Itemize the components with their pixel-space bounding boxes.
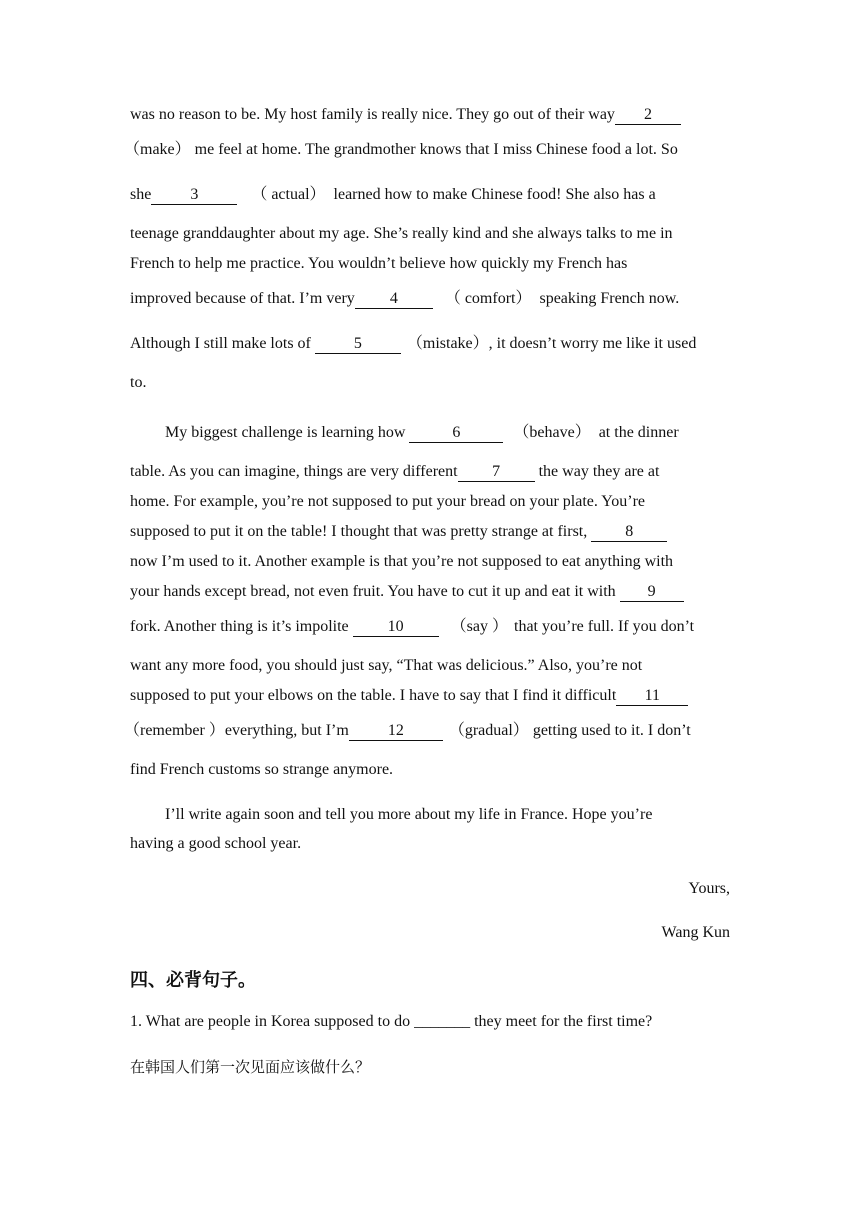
passage-line: [130, 373, 146, 393]
word-hint: （remember ）: [124, 722, 225, 739]
text: French to help me practice. You wouldn’t believe how quickly my French has: [130, 255, 628, 272]
text: getting used to it. I don’t: [528, 722, 691, 739]
text: your hands except bread, not even fruit. You have to cut it up and eat it with: [130, 583, 620, 600]
text: that you’re full. If you don’t: [514, 618, 695, 635]
letter-closing: Yours,: [688, 880, 730, 897]
passage-line: [130, 254, 627, 274]
passage-line: [130, 334, 696, 354]
text: 1. What are people in Korea supposed to do: [130, 1013, 415, 1030]
text: they meet for the first time?: [470, 1013, 653, 1030]
passage-line: [165, 423, 679, 443]
text: supposed to put it on the table! I thought that was pretty strange at first,: [130, 523, 592, 540]
blank-10: 10: [353, 618, 439, 637]
letter-signature: Wang Kun: [661, 924, 730, 941]
blank: _______: [414, 1013, 471, 1030]
word-hint: （make）: [124, 141, 191, 158]
text: now I’m used to it. Another example is that you’re not supposed to eat anything with: [130, 553, 674, 570]
passage-line: [130, 656, 642, 676]
blank-5: 5: [315, 335, 401, 354]
passage-line: [130, 582, 684, 602]
passage-line: [130, 224, 673, 244]
text: home. For example, you’re not supposed to put your bread on your plate. You’re: [130, 493, 646, 510]
word-hint: （gradual）: [448, 722, 529, 739]
text: she: [130, 186, 152, 203]
blank-7: 7: [458, 463, 535, 482]
passage-line: [130, 834, 301, 854]
blank-6: 6: [409, 424, 503, 443]
passage-line: [130, 617, 694, 637]
text: improved because of that. I’m very: [130, 290, 355, 307]
passage-line: [130, 760, 393, 780]
word-hint: （ actual）: [251, 186, 326, 203]
word-hint: （mistake）: [406, 335, 489, 352]
blank-2: 2: [615, 106, 681, 125]
passage-line: [165, 805, 652, 825]
passage-line: [130, 185, 656, 205]
passage-line: [130, 552, 673, 572]
text: me feel at home. The grandmother knows that I miss Chinese food a lot. So: [190, 141, 678, 158]
word-hint: （behave）: [513, 424, 591, 441]
passage-line: [130, 686, 688, 706]
text: My biggest challenge is learning how: [165, 424, 410, 441]
passage-line: [124, 721, 691, 741]
text: fork. Another thing is it’s impolite: [130, 618, 353, 635]
text: having a good school year.: [130, 835, 302, 852]
text: I’ll write again soon and tell you more about my life in France. Hope you’re: [165, 806, 653, 823]
passage-line: [130, 105, 681, 125]
sentence-translation: 在韩国人们第一次见面应该做什么？: [130, 1058, 371, 1076]
text: at the dinner: [594, 424, 679, 441]
text: everything, but I’m: [224, 722, 349, 739]
text: table. As you can imagine, things are very different: [130, 463, 458, 480]
passage-line: [130, 492, 645, 512]
word-hint: （say ）: [450, 618, 508, 635]
blank-4: 4: [355, 290, 433, 309]
passage-line: [124, 140, 678, 160]
blank-3: 3: [151, 186, 237, 205]
passage-line: [130, 522, 667, 542]
text: teenage granddaughter about my age. She’s really kind and she always talks to me in: [130, 225, 673, 242]
text: the way they are at: [534, 463, 660, 480]
passage-line: [130, 462, 659, 482]
passage-line: [130, 289, 679, 309]
blank-11: 11: [616, 687, 688, 706]
text: find French customs so strange anymore.: [130, 761, 394, 778]
word-hint: （ comfort）: [444, 290, 532, 307]
text: supposed to put your elbows on the table. I have to say that I find it difficult: [130, 687, 617, 704]
text: want any more food, you should just say, “That was delicious.” Also, you’re not: [130, 657, 643, 674]
blank-9: 9: [620, 583, 684, 602]
text: speaking French now.: [535, 290, 680, 307]
blank-12: 12: [349, 722, 443, 741]
text: , it doesn’t worry me like it used: [488, 335, 697, 352]
text: Although I still make lots of: [130, 335, 315, 352]
text: learned how to make Chinese food! She also has a: [329, 186, 656, 203]
text: was no reason to be. My host family is really nice. They go out of their way: [130, 106, 615, 123]
section-heading: 四、必背句子。: [130, 970, 256, 991]
text: to.: [130, 374, 147, 391]
sentence-question: [130, 1012, 652, 1032]
blank-8: 8: [591, 523, 667, 542]
